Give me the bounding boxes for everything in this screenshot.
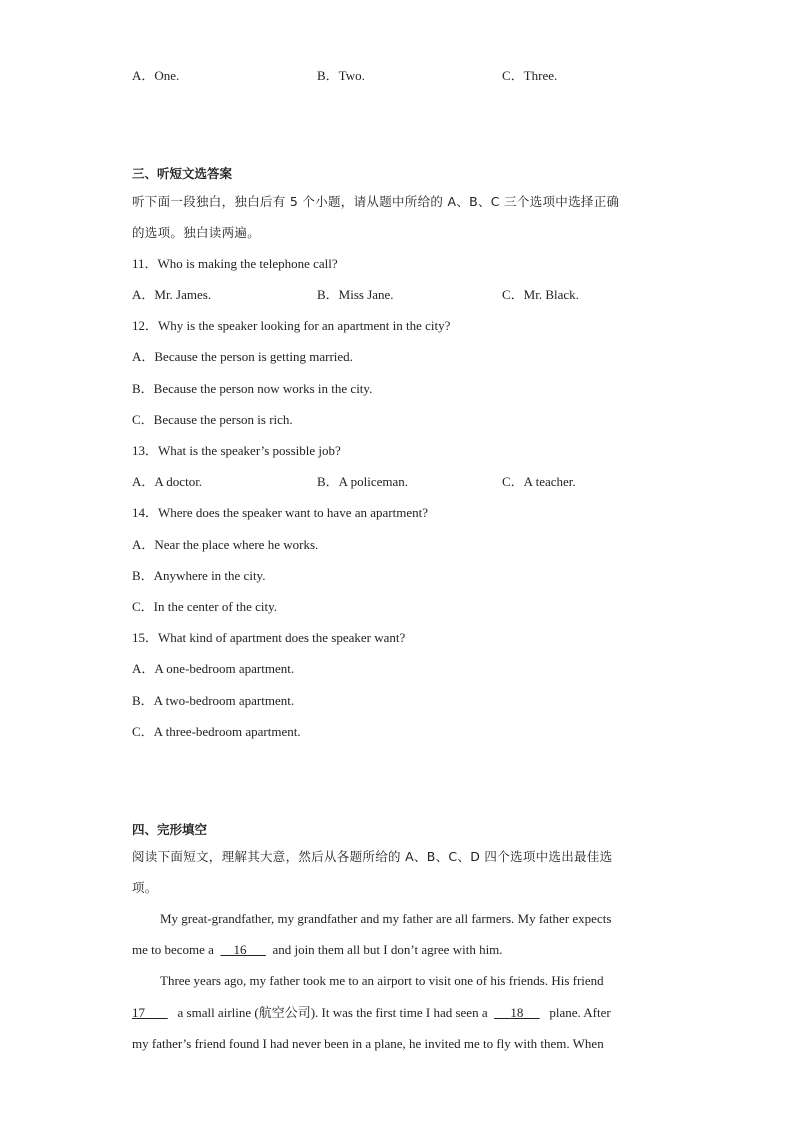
q15-stem: 15．What kind of apartment does the speaker want? <box>132 630 406 645</box>
q13-stem: 13．What is the speaker’s possible job? <box>132 443 341 458</box>
blank-18-number: 18 <box>510 1005 524 1020</box>
q11-option-b: B．Miss Jane. <box>317 287 394 302</box>
q12-option-c: C．Because the person is rich. <box>132 412 293 427</box>
q11-stem: 11．Who is making the telephone call? <box>132 256 338 271</box>
q13-option-b: B．A policeman. <box>317 474 408 489</box>
section3-instruction-line2: 的选项。独白读两遍。 <box>132 225 261 240</box>
passage-text: a small airline (航空公司). It was the first time I had seen a <box>177 1005 488 1020</box>
section3-instruction-line1: 听下面一段独白，独白后有 5 个小题，请从题中所给的 A、B、C 三个选项中选择正确 <box>132 194 620 209</box>
section4-instruction-line1: 阅读下面短文，理解其大意，然后从各题所给的 A、B、C、D 四个选项中选出最佳选 <box>132 849 613 864</box>
blank-18 <box>494 1005 540 1020</box>
q10-option-a: A．One. <box>132 68 180 83</box>
q14-option-c: C．In the center of the city. <box>132 599 277 614</box>
q10-option-b: B．Two. <box>317 68 365 83</box>
q14-option-a: A．Near the place where he works. <box>132 537 319 552</box>
passage-text: and join them all but I don’t agree with him. <box>272 942 503 957</box>
q15-option-c: C．A three-bedroom apartment. <box>132 724 301 739</box>
passage-p2-line2 <box>132 1004 611 1022</box>
passage-p2-line1: Three years ago, my father took me to an airport to visit one of his friends. His friend <box>160 973 604 988</box>
section4-heading: 四、完形填空 <box>132 822 208 837</box>
blank-16-number: 16 <box>233 942 247 957</box>
q10-option-c: C．Three. <box>502 68 558 83</box>
q15-option-a: A．A one-bedroom apartment. <box>132 661 295 676</box>
blank-17 <box>132 1005 168 1020</box>
passage-p1-line1: My great-grandfather, my grandfather and my father are all farmers. My father expects <box>160 911 612 926</box>
q13-option-c: C．A teacher. <box>502 474 576 489</box>
q11-option-a: A．Mr. James. <box>132 287 212 302</box>
blank-17-number: 17 <box>132 1005 145 1020</box>
q11-option-c: C．Mr. Black. <box>502 287 579 302</box>
q14-option-b: B．Anywhere in the city. <box>132 568 266 583</box>
blank-16 <box>220 942 266 957</box>
passage-text: plane. After <box>549 1005 611 1020</box>
q14-stem: 14．Where does the speaker want to have an apartment? <box>132 505 428 520</box>
passage-text: me to become a <box>132 942 214 957</box>
section3-heading: 三、听短文选答案 <box>132 166 233 181</box>
q12-option-b: B．Because the person now works in the city. <box>132 381 373 396</box>
passage-p1-line2 <box>132 941 503 959</box>
q12-option-a: A．Because the person is getting married. <box>132 349 353 364</box>
passage-p2-line3: my father’s friend found I had never been in a plane, he invited me to fly with them. When <box>132 1036 604 1051</box>
q12-stem: 12．Why is the speaker looking for an apartment in the city? <box>132 318 451 333</box>
section4-instruction-line2: 项。 <box>132 880 158 895</box>
q13-option-a: A．A doctor. <box>132 474 203 489</box>
q15-option-b: B．A two-bedroom apartment. <box>132 693 295 708</box>
